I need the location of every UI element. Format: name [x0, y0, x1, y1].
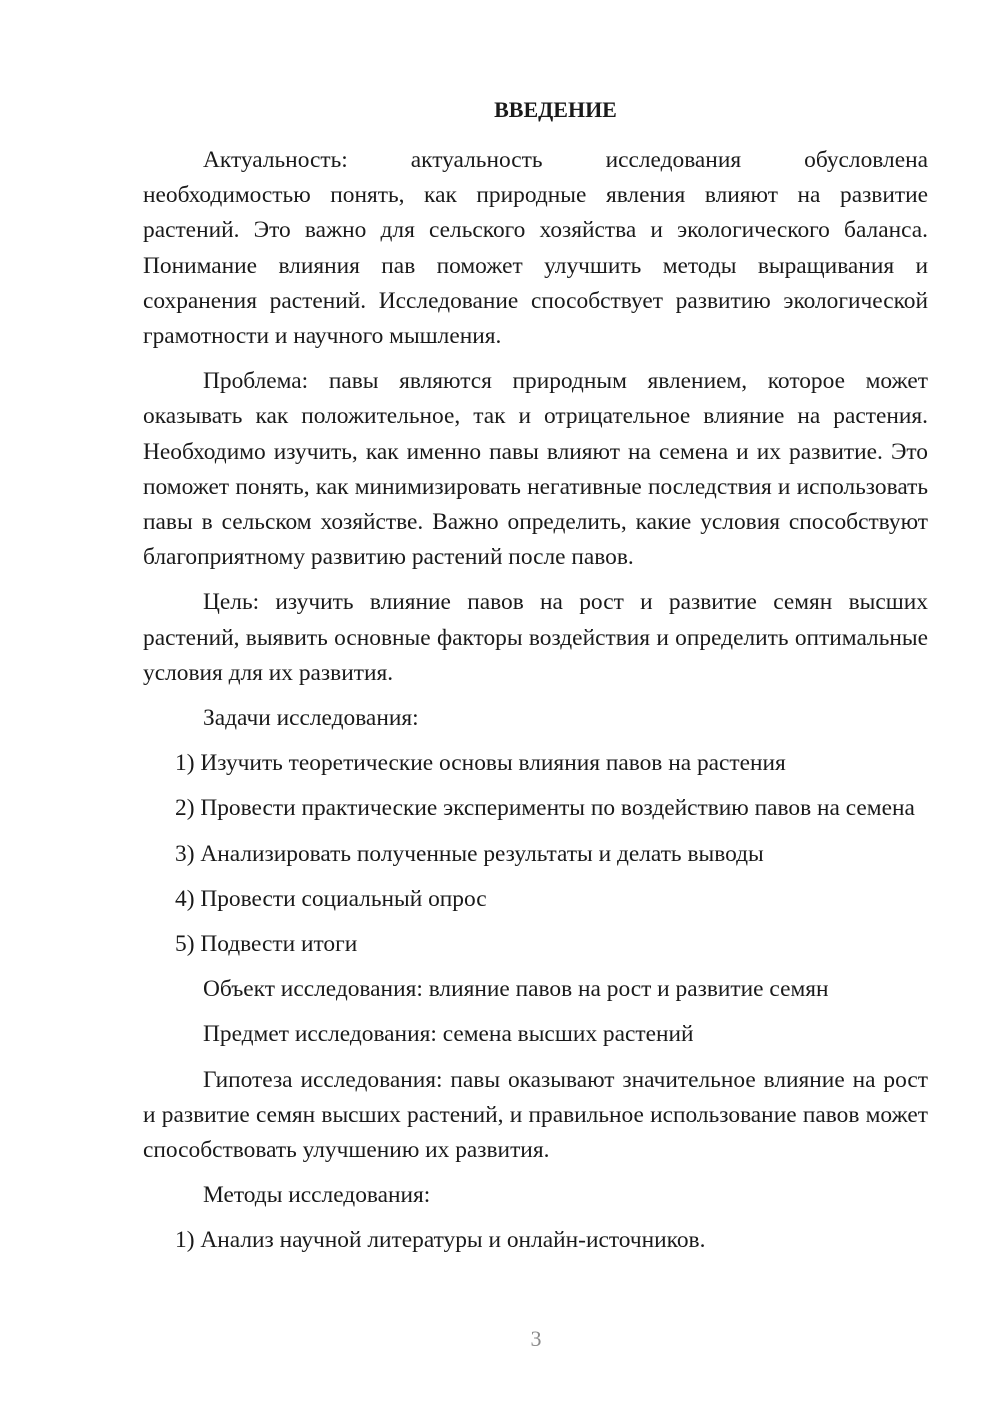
task-item-1: 1) Изучить теоретические основы влияния павов на растения	[175, 750, 786, 777]
method-item-1: 1) Анализ научной литературы и онлайн-источников.	[175, 1227, 706, 1254]
task-item-2: 2) Провести практические эксперименты по воздействию павов на семена	[175, 795, 915, 822]
page-title: ВВЕДЕНИЕ	[494, 97, 617, 122]
task-item-4: 4) Провести социальный опрос	[175, 885, 487, 912]
paragraph-subject: Предмет исследования: семена высших растений	[203, 1021, 694, 1048]
task-item-3: 3) Анализировать полученные результаты и делать выводы	[175, 840, 764, 867]
paragraph-relevance: Актуальность: актуальность исследования обусловлена необходимостью понять, как природные явления влияют на развитие растений. Это важно для сельского хозяйства и экологического баланса. Понимание влияния пав поможет улучшить методы выращивания и сохранения растений. Исследование способствует развитию экологической грамотности и научного мышления.	[143, 147, 928, 350]
paragraph-object: Объект исследования: влияние павов на рост и развитие семян	[203, 976, 829, 1003]
tasks-heading: Задачи исследования:	[203, 705, 419, 732]
paragraph-problem: Проблема: павы являются природным явлением, которое может оказывать как положительное, так и отрицательное влияние на растения. Необходимо изучить, как именно павы влияют на семена и их развитие. Это поможет понять, как минимизировать негативные последствия и использовать павы в сельском хозяйстве. Важно определить, какие условия способствуют благоприятному развитию растений после павов.	[143, 368, 928, 571]
task-item-5: 5) Подвести итоги	[175, 931, 358, 958]
paragraph-goal: Цель: изучить влияние павов на рост и развитие семян высших растений, выявить основные факторы воздействия и определить оптимальные условия для их развития.	[143, 589, 928, 686]
methods-heading: Методы исследования:	[203, 1182, 431, 1209]
paragraph-hypothesis: Гипотеза исследования: павы оказывают значительное влияние на рост и развитие семян высших растений, и правильное использование павов может способствовать улучшению их развития.	[143, 1066, 928, 1164]
page-number: 3	[530, 1326, 542, 1351]
page-content	[143, 94, 928, 1269]
